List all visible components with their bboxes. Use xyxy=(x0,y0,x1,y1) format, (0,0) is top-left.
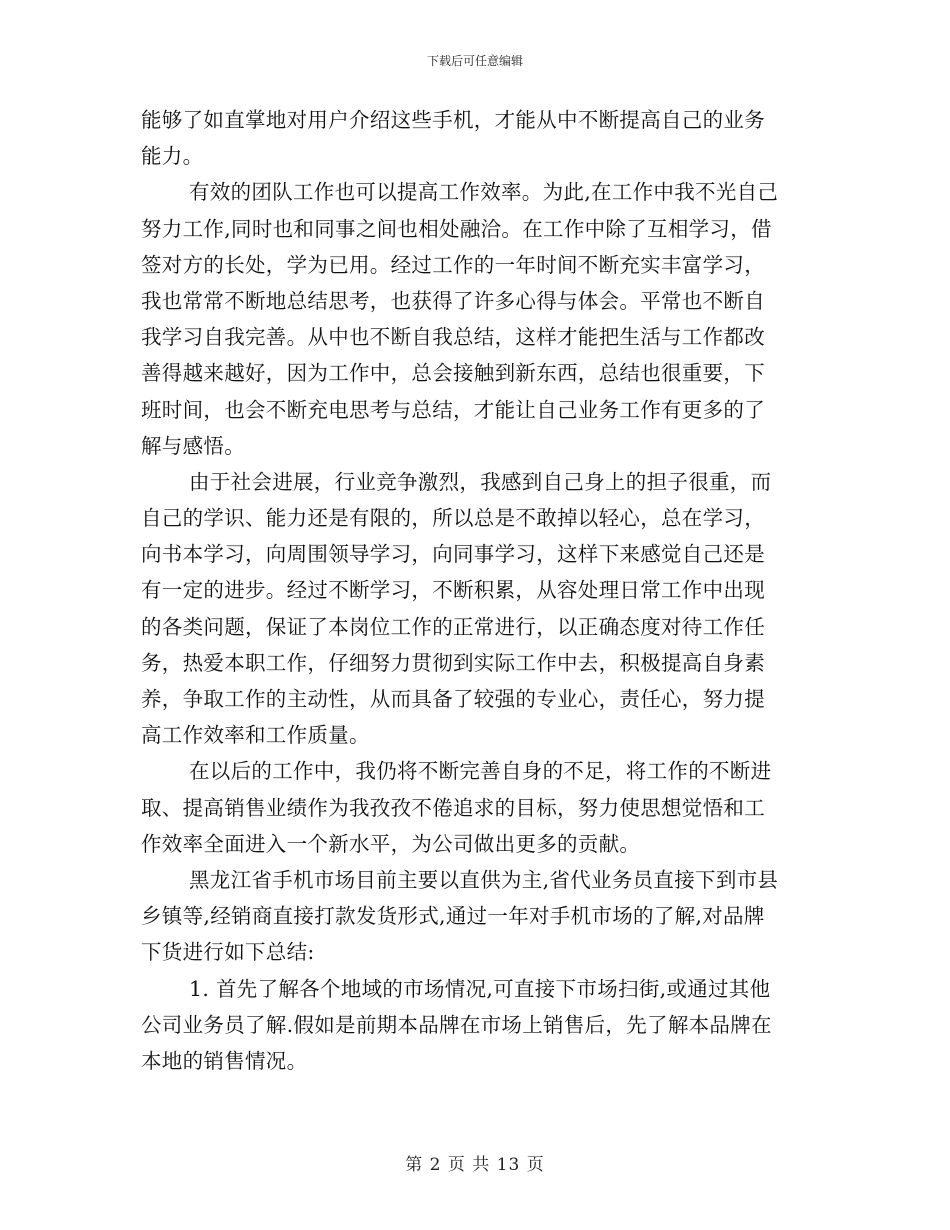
text-line: 高工作效率和工作质量。 xyxy=(141,723,370,748)
document-body xyxy=(141,102,813,1079)
text-line: 签对方的长处，学为已用。经过工作的一年时间不断充实丰富学习， xyxy=(141,252,765,277)
text-line: 的各类问题，保证了本岗位工作的正常进行，以正确态度对待工作任 xyxy=(141,614,765,639)
text-line: 作效率全面进入一个新水平，为公司做出更多的贡献。 xyxy=(141,831,641,856)
page-header: 下载后可任意编辑 xyxy=(426,54,523,68)
text-line: 我学习自我完善。从中也不断自我总结，这样才能把生活与工作都改 xyxy=(141,325,765,350)
text-line: 取、提高销售业绩作为我孜孜不倦追求的目标，努力使思想觉悟和工 xyxy=(141,795,765,820)
text-line: 本地的销售情况。 xyxy=(141,1048,308,1073)
text-line: 我也常常不断地总结思考，也获得了许多心得与体会。平常也不断自 xyxy=(141,288,765,313)
text-line: 善得越来越好，因为工作中，总会接触到新东西，总结也很重要，下 xyxy=(141,361,765,386)
text-line: 向书本学习，向周围领导学习，向同事学习，这样下来感觉自己还是 xyxy=(141,542,765,567)
text-line: 努力工作,同时也和同事之间也相处融洽。在工作中除了互相学习，借 xyxy=(141,216,772,241)
text-line: 由于社会进展，行业竞争激烈，我感到自己身上的担子很重，而 xyxy=(189,469,772,494)
text-line: 公司业务员了解.假如是前期本品牌在市场上销售后，先了解本品牌在 xyxy=(141,1012,772,1037)
text-line: 能力。 xyxy=(141,144,204,169)
text-line: 乡镇等,经销商直接打款发货形式,通过一年对手机市场的了解,对品牌 xyxy=(141,904,765,929)
text-line: 能够了如直掌地对用户介绍这些手机，才能从中不断提高自己的业务 xyxy=(141,108,765,132)
page-number-footer: 第 2 页 共 13 页 xyxy=(405,1155,545,1175)
text-line: 养，争取工作的主动性，从而具备了较强的专业心，责任心，努力提 xyxy=(141,687,765,711)
text-line: 务，热爱本职工作，仔细努力贯彻到实际工作中去，积极提高自身素 xyxy=(141,650,765,675)
text-line: 有一定的进步。经过不断学习，不断积累，从容处理日常工作中出现 xyxy=(141,578,765,603)
text-line: 下货进行如下总结: xyxy=(141,940,315,965)
text-line: 1. 首先了解各个地域的市场情况,可直接下市场扫街,或通过其他 xyxy=(189,976,771,1001)
text-line: 有效的团队工作也可以提高工作效率。为此,在工作中我不光自己 xyxy=(189,180,779,205)
text-line: 黑龙江省手机市场目前主要以直供为主,省代业务员直接下到市县 xyxy=(189,867,779,892)
text-line: 自己的学识、能力还是有限的，所以总是不敢掉以轻心，总在学习， xyxy=(141,506,765,531)
text-line: 解与感悟。 xyxy=(141,433,245,458)
text-line: 在以后的工作中，我仍将不断完善自身的不足，将工作的不断进 xyxy=(189,759,772,784)
text-line: 班时间，也会不断充电思考与总结，才能让自己业务工作有更多的了 xyxy=(141,397,765,422)
